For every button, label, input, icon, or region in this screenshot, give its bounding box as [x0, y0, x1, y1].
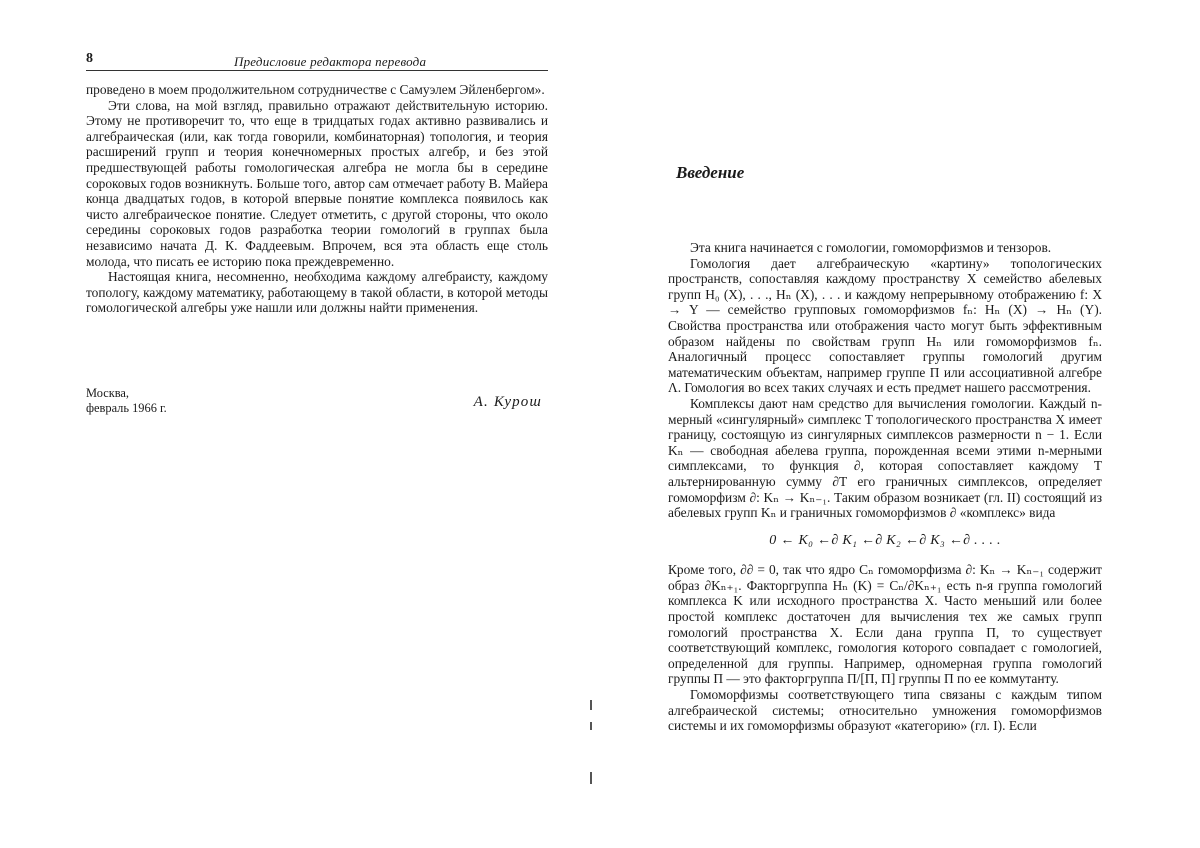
paragraph: Эти слова, на мой взгляд, правильно отражают действительную историю. Этому не противоречит то, что еще в тридцатых годах активно развивались и алгебраическая (или, как тогда говорили, комбинаторная) топология, и теория расширений групп и теория конечномерных простых алгебр, и без этой предшествующей работы гомологическая алгебра не могла бы в середине сороковых годов возникнуть. Больше того, автор сам отмечает работу В. Майера конца двадцатых годов, в которой впервые понятие комплекса появилось как чисто алгебраическое понятие. Следует отметить, с другой стороны, что около середины сороковых годов разработка теории гомологий в группах была независимо начата Д. К. Фаддеевым. Впрочем, вся эта область еще столь молода, что писать ее историю пока преждевременно. — [86, 98, 548, 270]
date: февраль 1966 г. — [86, 401, 167, 416]
paragraph: Гомоморфизмы соответствующего типа связаны с каждым типом алгебраической системы; относительно умножения гомоморфизмов системы и их гомоморфизмы образуют «категорию» (гл. I). Если — [668, 687, 1102, 734]
paragraph: Эта книга начинается с гомологии, гомоморфизмов и тензоров. — [668, 240, 1102, 256]
paragraph: Настоящая книга, несомненно, необходима каждому алгебраисту, каждому топологу, каждому математику, работающему в такой области, в которой методы гомологической алгебры уже нашли или должны найти применения. — [86, 269, 548, 316]
paragraph: проведено в моем продолжительном сотрудничестве с Самуэлем Эйленбергом». — [86, 82, 548, 98]
complex-formula: 0 ← K₀ ←∂ K₁ ←∂ K₂ ←∂ K₃ ←∂ . . . . — [668, 533, 1102, 549]
right-page — [600, 0, 1200, 848]
place: Москва, — [86, 386, 167, 401]
right-body-text — [668, 240, 1102, 734]
running-head — [86, 48, 548, 71]
section-title: Введение — [676, 163, 744, 183]
signature-block — [86, 386, 548, 426]
running-title: Предисловие редактора перевода — [234, 54, 426, 70]
page-number: 8 — [86, 51, 93, 67]
paragraph: Комплексы дают нам средство для вычисления гомологии. Каждый n-мерный «сингулярный» симплекс T топологического пространства X имеет границу, состоящую из сингулярных симплексов размерности n − 1. Если Kₙ — свободная абелева группа, порожденная всеми этими n-мерными симплексами, то функция ∂, которая сопоставляет каждому T альтернированную сумму ∂T его граничных симплексов, определяет гомоморфизм ∂: Kₙ → Kₙ₋₁. Таким образом возникает (гл. II) состоящий из абелевых групп Kₙ и граничных гомоморфизмов ∂ «комплекс» вида — [668, 396, 1102, 521]
left-page — [0, 0, 600, 848]
left-body-text — [86, 82, 548, 316]
place-date — [86, 386, 167, 416]
paragraph: Гомология дает алгебраическую «картину» топологических пространств, сопоставляя каждому пространству X семейство абелевых групп H₀ (X), . . ., Hₙ (X), . . . и каждому непрерывному отображению f: X → Y — семейство групповых гомоморфизмов fₙ: Hₙ (X) → Hₙ (Y). Свойства пространства или отображения часто могут быть эффективным образом найдены по свойствам групп Hₙ или гомоморфизмов fₙ. Аналогичный процесс сопоставляет группы гомологий другим математическим объектам, например группе Π или ассоциативной алгебре Λ. Гомология во всех таких случаях и есть предмет нашего рассмотрения. — [668, 256, 1102, 396]
author-signature: А. Курош — [474, 394, 542, 411]
gutter-marks — [586, 700, 600, 800]
paragraph: Кроме того, ∂∂ = 0, так что ядро Cₙ гомоморфизма ∂: Kₙ → Kₙ₋₁ содержит образ ∂Kₙ₊₁. Факторгруппа Hₙ (K) = Cₙ/∂Kₙ₊₁ есть n-я группа гомологий комплекса K или исходного пространства X. Часто меньший или более простой комплекс достаточен для вычисления тех же самых групп гомологий пространства X. Если дана группа Π, то существует соответствующий комплекс, гомология которого совпадает с гомологией, определенной для группы. Например, одномерная группа гомологий группы Π — это факторгруппа Π/[Π, Π] группы Π по ее коммутанту. — [668, 562, 1102, 687]
